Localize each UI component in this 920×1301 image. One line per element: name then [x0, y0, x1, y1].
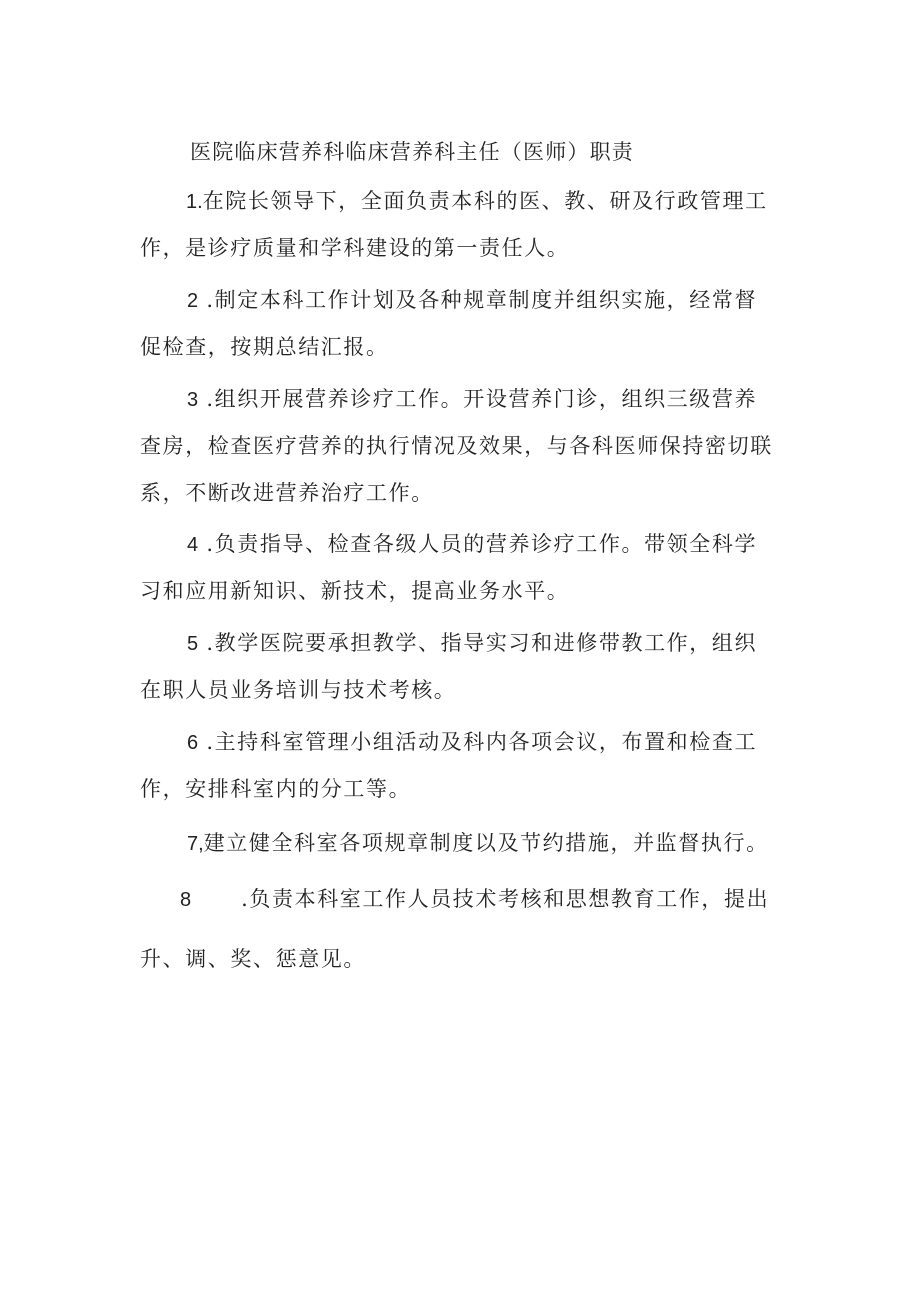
document-title: 医院临床营养科临床营养科主任（医师）职责 — [190, 140, 634, 164]
duty-line: 促检查，按期总结汇报。 — [140, 335, 389, 359]
item-number: 4 — [187, 534, 199, 556]
duty-line — [140, 620, 790, 667]
duty-line: 在职人员业务培训与技术考核。 — [140, 678, 457, 702]
duty-line — [140, 876, 790, 936]
duty-line — [140, 178, 790, 225]
duty-line: 系，不断改进营养治疗工作。 — [140, 481, 434, 505]
item-number: 6 — [187, 732, 199, 754]
duty-line: 升、调、奖、惩意见。 — [140, 947, 366, 971]
duty-line — [140, 277, 790, 324]
item-number: 1. — [186, 191, 203, 213]
duty-text: 在院长领导下，全面负责本科的医、教、研及行政管理工 — [202, 189, 768, 213]
duty-item-7 — [140, 820, 790, 867]
duty-item-1 — [140, 178, 790, 272]
item-number: 5 — [187, 633, 199, 655]
duty-text: .负责本科室工作人员技术考核和思想教育工作，提出 — [241, 887, 770, 911]
duty-item-8 — [140, 876, 790, 996]
duty-item-4 — [140, 521, 790, 615]
duty-line: 作，安排科室内的分工等。 — [140, 777, 412, 801]
duty-line: 作，是诊疗质量和学科建设的第一责任人。 — [140, 236, 570, 260]
duty-item-3 — [140, 376, 790, 517]
duty-line — [140, 521, 790, 568]
duty-item-6 — [140, 719, 790, 813]
item-number: 3 — [187, 389, 199, 411]
item-number: 2 — [187, 290, 199, 312]
duty-line — [140, 719, 790, 766]
duty-text: .教学医院要承担教学、指导实习和进修带教工作，组织 — [198, 631, 758, 655]
duty-text: 建立健全科室各项规章制度以及节约措施，并监督执行。 — [203, 831, 769, 855]
duty-item-2 — [140, 277, 790, 371]
duty-text: .主持科室管理小组活动及科内各项会议，布置和检查工 — [198, 730, 758, 754]
duty-text: .负责指导、检查各级人员的营养诊疗工作。带领全科学 — [198, 532, 758, 556]
item-number: 7, — [187, 833, 204, 855]
duty-line — [140, 820, 790, 867]
duty-line: 查房，检查医疗营养的执行情况及效果，与各科医师保持密切联 — [140, 434, 773, 458]
duty-text: .制定本科工作计划及各种规章制度并组织实施，经常督 — [198, 288, 758, 312]
duty-line: 习和应用新知识、新技术，提高业务水平。 — [140, 579, 570, 603]
duty-text: .组织开展营养诊疗工作。开设营养门诊，组织三级营养 — [198, 387, 758, 411]
duty-item-5 — [140, 620, 790, 714]
duty-line — [140, 376, 790, 423]
item-number: 8 — [180, 889, 192, 911]
